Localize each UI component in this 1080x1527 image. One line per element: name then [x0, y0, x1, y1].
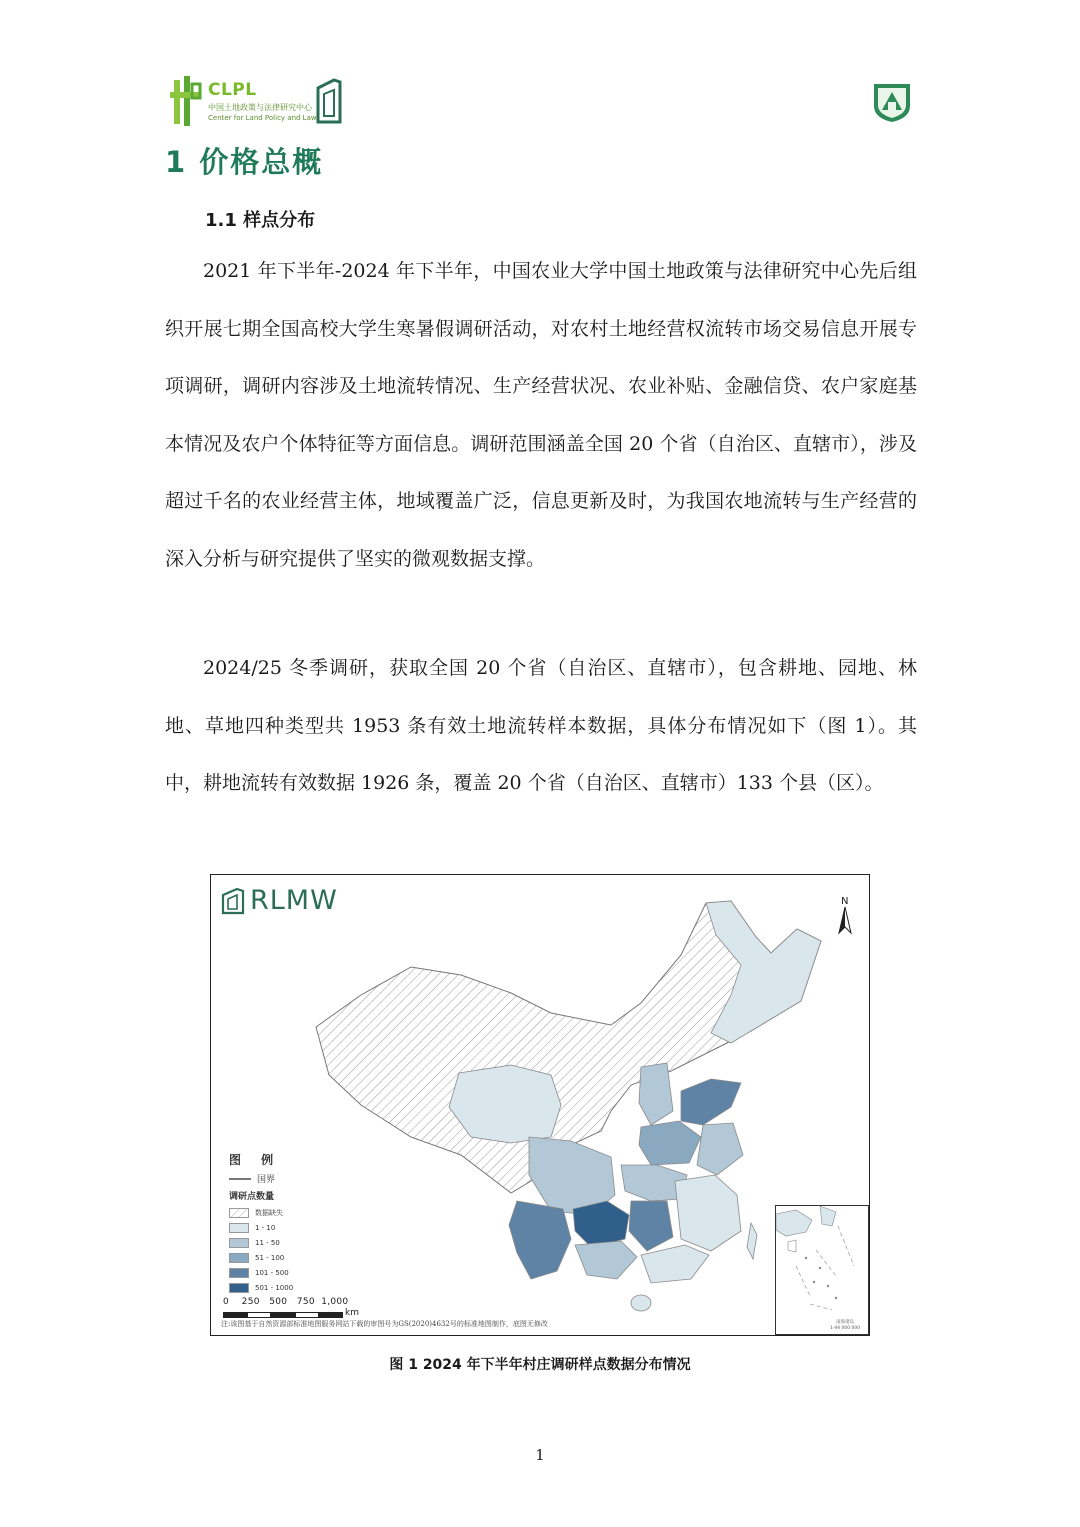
scale-segment — [295, 1312, 319, 1318]
body-paragraph: 2024/25 冬季调研，获取全国 20 个省（自治区、直辖市），包含耕地、园地、林地、草地四种类型共 1953 条有效土地流转样本数据，具体分布情况如下（图 1）。其中，耕地流转有效数据 1926 条，覆盖 20 个省（自治区、直辖市）133 个县（区）。 — [165, 657, 917, 795]
region-jiangxi — [675, 1175, 741, 1251]
scale-segment — [247, 1312, 271, 1318]
legend-swatch — [229, 1223, 249, 1233]
legend-item — [229, 1250, 293, 1265]
legend-item — [229, 1280, 293, 1295]
scale-segment — [271, 1312, 295, 1318]
region-guizhou — [573, 1201, 629, 1247]
legend-swatch — [229, 1283, 249, 1293]
region-hunan — [629, 1201, 673, 1251]
inset-label-name: 南海诸岛 — [836, 1320, 855, 1325]
brand-text: RLMW — [250, 885, 338, 916]
map-figure — [210, 874, 870, 1336]
legend-count-title: 调研点数量 — [229, 1192, 275, 1202]
body-paragraph: 2021 年下半年-2024 年下半年，中国农业大学中国土地政策与法律研究中心先后组织开展七期全国高校大学生寒暑假调研活动，对农村土地经营权流转市场交易信息开展专项调研，调研内容涉及土地流转情况、生产经营状况、农业补贴、金融信贷、农户家庭基本情况及农户个体特征等方面信息。调研范围涵盖全国 20 个省（自治区、直辖市），涉及超过千名的农业经营主体，地域覆盖广泛，信息更新及时，为我国农地流转与生产经营的深入分析与研究提供了坚实的微观数据支撑。 — [165, 260, 917, 570]
figure-caption: 图 1 2024 年下半年村庄调研样点数据分布情况 — [389, 1357, 691, 1373]
scale-segment — [223, 1312, 247, 1318]
legend-item — [229, 1265, 293, 1280]
org-short-name: CLPL — [208, 80, 257, 100]
legend-border-label: 国界 — [257, 1175, 276, 1185]
region-taiwan — [747, 1223, 757, 1259]
map-legend — [229, 1151, 293, 1295]
inset-label-scale: 1:44 000 000 — [830, 1326, 861, 1331]
region-henan — [639, 1121, 701, 1165]
south-china-sea-inset — [775, 1205, 869, 1335]
inset-map — [776, 1206, 868, 1334]
inset-label — [830, 1320, 860, 1332]
legend-item — [229, 1205, 293, 1220]
region-jiangsu — [697, 1123, 743, 1175]
region-guangxi — [575, 1241, 637, 1279]
legend-swatch-missing — [229, 1208, 249, 1218]
legend-item-label: 501 - 1000 — [255, 1283, 294, 1292]
region-shanxi — [639, 1063, 673, 1125]
legend-title: 图 例 — [229, 1153, 282, 1167]
legend-item-label: 11 - 50 — [255, 1238, 280, 1247]
legend-swatch — [229, 1268, 249, 1278]
scale-ticks: 0 250 500 750 1,000 — [223, 1297, 349, 1307]
org-english-name: Center for Land Policy and Law — [208, 114, 317, 122]
org-chinese-name: 中国土地政策与法律研究中心 — [208, 103, 312, 112]
subsection-title: 1.1 样点分布 — [205, 210, 316, 231]
region-guangdong — [641, 1245, 709, 1283]
border-line-icon — [229, 1178, 251, 1180]
map-source-note: 注:该图基于自然资源部标准地图服务网站下载的审图号为GS(2020)4632号的标准地图制作，底图无修改 — [221, 1320, 548, 1328]
compass-label: N — [841, 896, 849, 907]
legend-item-label: 数据缺失 — [255, 1208, 283, 1217]
rlmw-brand — [221, 885, 338, 916]
scale-unit: km — [345, 1308, 359, 1318]
region-shandong — [681, 1079, 741, 1125]
section-title: 1 价格总概 — [165, 145, 324, 179]
scale-bar — [223, 1297, 359, 1318]
legend-border-item — [229, 1172, 293, 1185]
legend-item-label: 101 - 500 — [255, 1268, 289, 1277]
legend-swatch — [229, 1253, 249, 1263]
scale-bar-graphic — [223, 1308, 359, 1318]
university-seal-icon — [868, 76, 916, 124]
region-yunnan — [509, 1201, 571, 1279]
region-hainan — [631, 1295, 651, 1311]
legend-item-label: 51 - 100 — [255, 1253, 285, 1262]
china-map — [211, 875, 871, 1337]
clpl-text-block — [208, 80, 317, 122]
scale-segment — [319, 1312, 343, 1318]
legend-swatch — [229, 1238, 249, 1248]
legend-item-label: 1 - 10 — [255, 1223, 276, 1232]
page-number: 1 — [535, 1446, 545, 1464]
legend-item — [229, 1235, 293, 1250]
legend-item — [229, 1220, 293, 1235]
rlmw-logo-icon — [221, 887, 247, 915]
north-arrow-icon — [835, 893, 855, 937]
